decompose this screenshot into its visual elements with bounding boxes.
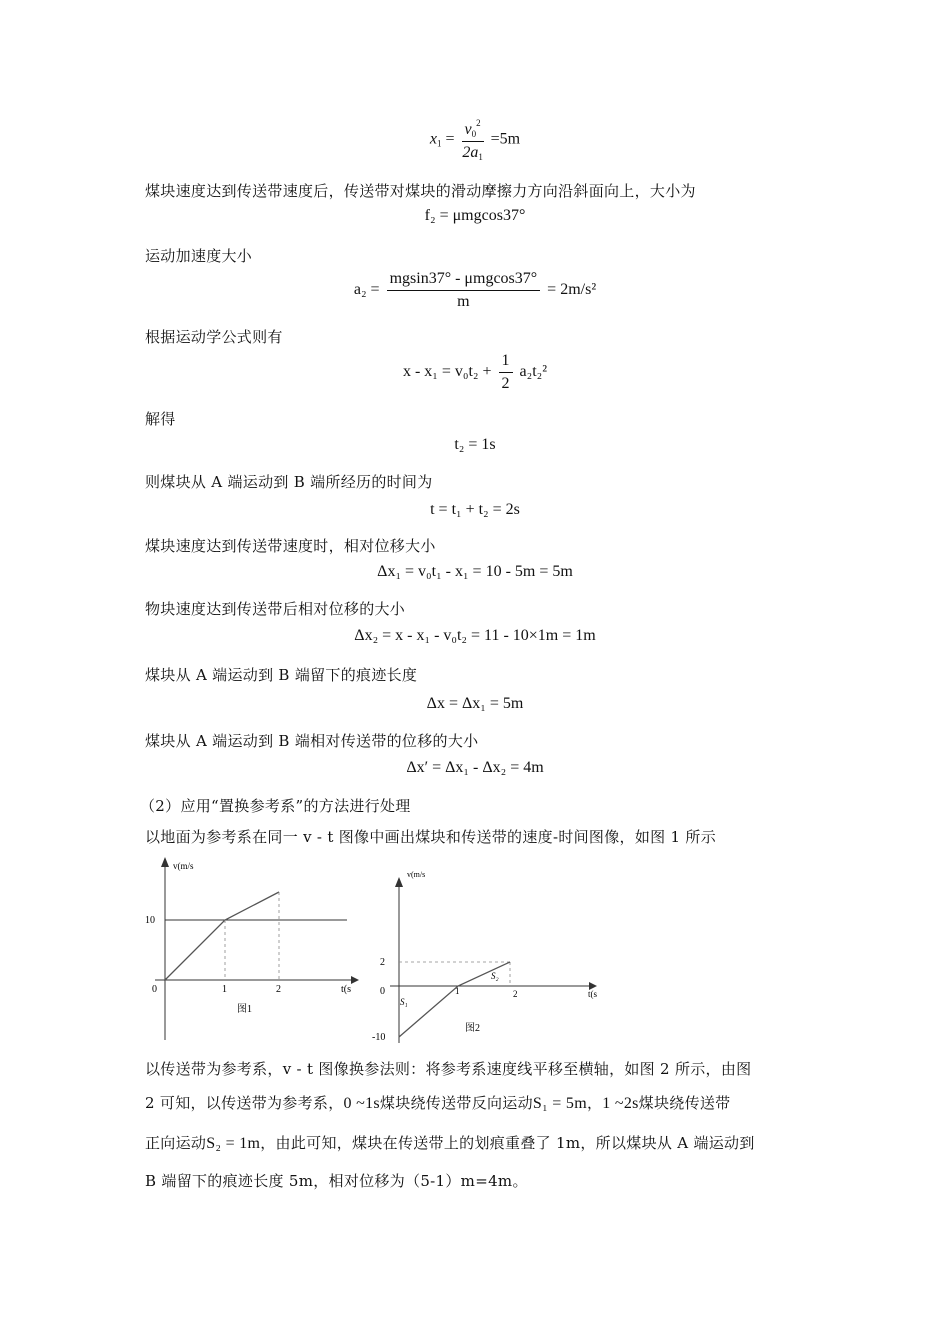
- equation-dx-prime: Δx′ = Δx₁ - Δx₂ = 4m: [406, 759, 544, 776]
- fig2-y2: 2: [380, 957, 385, 968]
- fig2-yneg10: -10: [372, 1032, 386, 1043]
- fig1-origin: 0: [152, 984, 157, 995]
- equation-f2: f₂ = μmgcos37°: [424, 207, 526, 224]
- equation-x1: $x_1$ = $\frac{v_0^2}{2a_1}$ =5m: [429, 118, 521, 162]
- paragraph-4: 解得: [145, 410, 176, 428]
- fig1-ylabel: v(m/s: [173, 861, 194, 871]
- fig1-block-line: [165, 892, 279, 980]
- fig2-x1: 1: [455, 986, 460, 996]
- paragraph-12-line-1: 以传送带为参考系，v - t 图像换参法则：将参考系速度线平移至横轴，如图 2 所示，由图: [145, 1060, 752, 1078]
- equation-t: t = t₁ + t₂ = 2s: [430, 501, 520, 518]
- paragraph-12-line-4: B 端留下的痕迹长度 5m，相对位移为（5-1）m=4m。: [145, 1172, 528, 1190]
- paragraph-8: 煤块从 A 端运动到 B 端留下的痕迹长度: [145, 666, 418, 684]
- fig1-xlabel: t(s: [341, 984, 351, 995]
- paragraph-1: 煤块速度达到传送带速度后，传送带对煤块的滑动摩擦力方向沿斜面向上，大小为: [145, 182, 696, 200]
- paragraph-6: 煤块速度达到传送带速度时，相对位移大小: [145, 537, 436, 555]
- fig1-x1: 1: [222, 984, 227, 995]
- fig2-caption: 图2: [465, 1023, 480, 1034]
- paragraph-7: 物块速度达到传送带后相对位移的大小: [145, 600, 406, 618]
- equation-a2: a₂ = $\frac{\text{mgsin37° - μmgcos37°}}{m}$ = 2m/s²: [353, 270, 597, 310]
- fig2-x2: 2: [513, 989, 518, 999]
- fig2-xlabel: t(s: [588, 989, 597, 999]
- equation-dx1: Δx₁ = v₀t₁ - x₁ = 10 - 5m = 5m: [377, 563, 573, 580]
- fig1-x-arrow: [351, 976, 359, 984]
- paragraph-11: 以地面为参考系在同一 v - t 图像中画出煤块和传送带的速度-时间图像，如图 1 所示: [145, 828, 716, 846]
- fig1-caption: 图1: [237, 1004, 252, 1015]
- paragraph-3: 根据运动学公式则有: [145, 328, 283, 346]
- paragraph-12-line-2: 2 可知，以传送带为参考系，0 ~1s煤块绕传送带反向运动S₁ = 5m，1 ~2s煤块绕传送带: [145, 1094, 731, 1112]
- figure-1: [145, 855, 360, 1040]
- equation-t2: t₂ = 1s: [454, 436, 496, 453]
- paragraph-5: 则煤块从 A 端运动到 B 端所经历的时间为: [145, 473, 433, 491]
- fig2-origin: 0: [380, 986, 385, 997]
- paragraph-10: （2）应用“置换参考系”的方法进行处理: [140, 797, 411, 815]
- fig1-y10: 10: [145, 915, 155, 926]
- fig1-x2: 2: [276, 984, 281, 995]
- fig1-y-arrow: [161, 857, 169, 867]
- fig2-s1: S₁: [400, 997, 408, 1007]
- paragraph-12-line-3: 正向运动S₂ = 1m，由此可知，煤块在传送带上的划痕重叠了 1m，所以煤块从 A 端运动到: [145, 1134, 755, 1152]
- fig2-s2: S₂: [491, 971, 499, 981]
- fig2-y-arrow: [395, 877, 403, 887]
- equation-dx2: Δx₂ = x - x₁ - v₀t₂ = 11 - 10×1m = 1m: [354, 627, 596, 644]
- equation-dx: Δx = Δx₁ = 5m: [426, 695, 524, 712]
- paragraph-2: 运动加速度大小: [145, 247, 253, 265]
- paragraph-9: 煤块从 A 端运动到 B 端相对传送带的位移的大小: [145, 732, 479, 750]
- equation-kinematics: x - x₁ = v₀t₂ + $\frac{1}{2}$ a₂t₂²: [402, 352, 548, 392]
- fig2-ylabel: v(m/s: [407, 870, 426, 879]
- figure-2: [370, 863, 605, 1048]
